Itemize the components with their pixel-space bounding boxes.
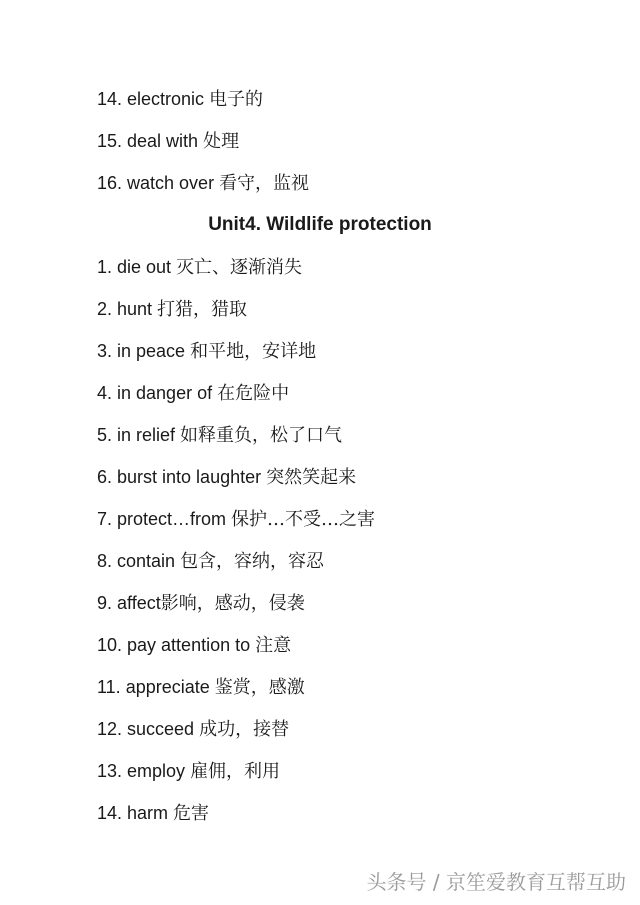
- list-item: [97, 86, 617, 128]
- list-item: [97, 464, 617, 506]
- term-zh: 危害: [173, 803, 210, 824]
- list-item: [97, 800, 617, 842]
- term-en: 7. protect…from: [97, 509, 232, 529]
- term-zh: 注意: [255, 635, 292, 656]
- list-item: [97, 716, 617, 758]
- term-en: 2. hunt: [97, 299, 158, 319]
- list-item: [97, 422, 617, 464]
- term-zh: 成功，接替: [199, 719, 290, 740]
- term-zh: 包含，容纳，容忍: [180, 551, 325, 572]
- term-zh: 鉴赏，感激: [214, 677, 305, 698]
- term-en: 12. succeed: [97, 719, 200, 739]
- list-item: [97, 296, 617, 338]
- section-title: Unit4. Wildlife protection: [208, 214, 432, 235]
- term-en: 3. in peace: [97, 341, 191, 361]
- term-en: 16. watch over: [97, 173, 220, 193]
- list-item: [97, 254, 617, 296]
- term-en: 4. in danger of: [97, 383, 218, 403]
- term-zh: 处理: [203, 131, 240, 152]
- term-zh: 电子的: [209, 89, 264, 110]
- term-zh: 保护…不受…之害: [231, 509, 376, 530]
- term-en: 1. die out: [97, 257, 177, 277]
- list-item: [97, 170, 617, 212]
- list-item: [97, 674, 617, 716]
- term-en: 6. burst into laughter: [97, 467, 267, 487]
- list-item: [97, 632, 617, 674]
- term-en: 14. electronic: [97, 89, 210, 109]
- term-en: 9. affect: [97, 593, 161, 613]
- term-zh: 突然笑起来: [266, 467, 357, 488]
- term-en: 5. in relief: [97, 425, 181, 445]
- term-zh: 看守，监视: [219, 173, 310, 194]
- list-item: [97, 506, 617, 548]
- term-zh: 和平地，安详地: [190, 341, 317, 362]
- list-item: [97, 380, 617, 422]
- watermark-text: 头条号 / 京笙爱教育互帮互助: [366, 870, 626, 894]
- term-en: 10. pay attention to: [97, 635, 256, 655]
- term-zh: 打猎，猎取: [157, 299, 248, 320]
- list-item: [97, 338, 617, 380]
- term-zh: 雇佣，利用: [190, 761, 281, 782]
- term-en: 13. employ: [97, 761, 191, 781]
- term-en: 15. deal with: [97, 131, 204, 151]
- list-item: [97, 548, 617, 590]
- term-en: 11. appreciate: [97, 677, 215, 697]
- term-zh: 影响，感动，侵袭: [160, 593, 305, 614]
- list-item: [97, 590, 617, 632]
- term-zh: 如释重负，松了口气: [180, 425, 343, 446]
- term-zh: 在危险中: [217, 383, 290, 404]
- term-en: 14. harm: [97, 803, 174, 823]
- list-item: [97, 128, 617, 170]
- list-item: [97, 758, 617, 800]
- term-en: 8. contain: [97, 551, 181, 571]
- vocabulary-list: [97, 86, 617, 842]
- term-zh: 灭亡、逐渐消失: [176, 257, 303, 278]
